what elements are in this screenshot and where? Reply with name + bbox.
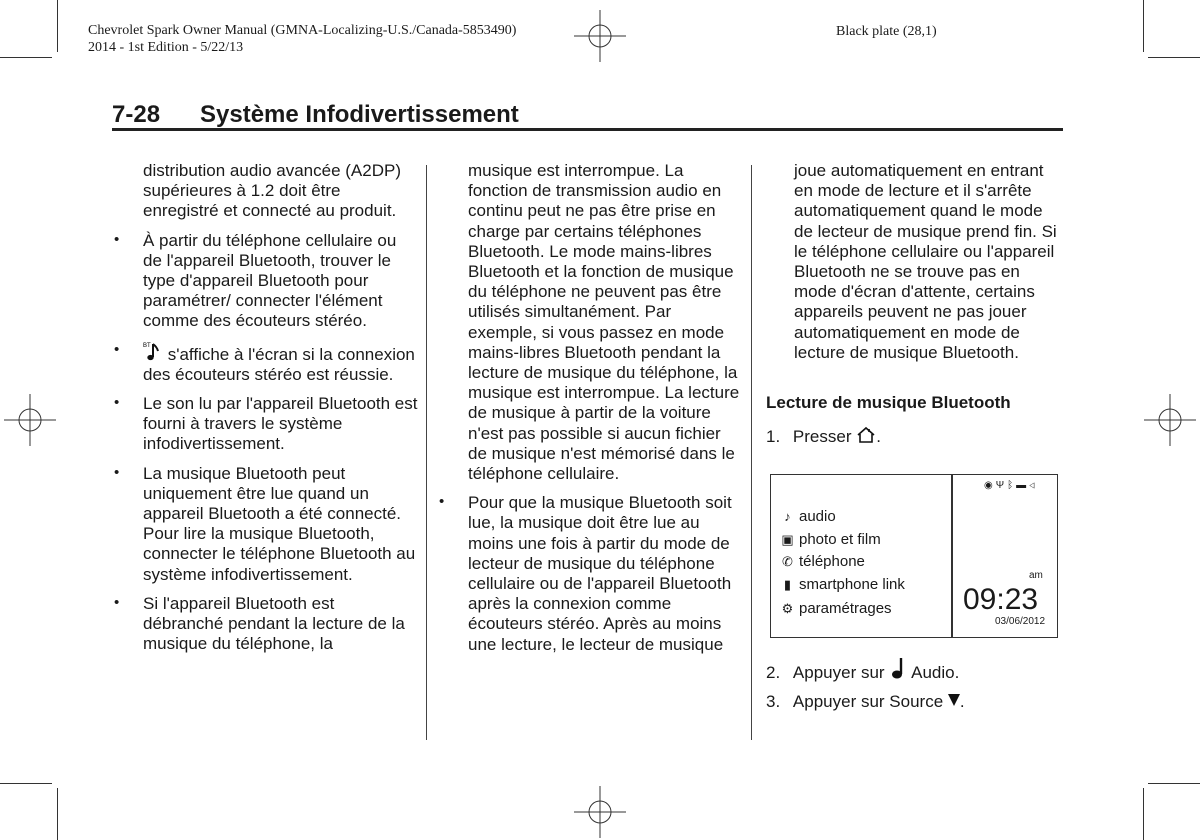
column-divider	[426, 165, 427, 740]
bullet-icon: •	[114, 463, 120, 481]
menu-item-photo-film: ▣ photo et film	[781, 531, 881, 548]
volume-icon: ◁	[1029, 480, 1039, 491]
crop-mark	[0, 783, 52, 784]
column-3	[794, 161, 1064, 363]
settings-gear-icon: ⚙	[781, 601, 794, 616]
step-2: 2. Appuyer sur Audio.	[766, 656, 959, 685]
step-3: 3. Appuyer sur Source .	[766, 692, 965, 711]
bluetooth-music-icon	[143, 341, 163, 363]
page-title: Système Infodivertissement	[200, 101, 519, 128]
signal-icon: ◉	[984, 480, 996, 491]
list-item	[114, 394, 418, 455]
registration-mark-icon	[574, 10, 626, 62]
paragraph: Le son lu par l'appareil Bluetooth est fourni à travers le système infodivertissement.	[143, 394, 418, 454]
list-item	[114, 463, 418, 585]
ampm-label: am	[1029, 570, 1043, 581]
section-subheading: Lecture de musique Bluetooth	[766, 393, 1011, 412]
list-item	[114, 230, 418, 332]
screen-divider	[951, 475, 953, 637]
bullet-icon: •	[114, 394, 120, 412]
crop-mark	[0, 57, 52, 58]
crop-mark	[1143, 0, 1144, 52]
menu-item-settings: ⚙ paramétrages	[781, 600, 892, 617]
list-item	[439, 493, 740, 655]
music-note-icon: ♪	[784, 509, 791, 524]
title-rule	[112, 128, 1063, 131]
page-number: 7-28	[112, 101, 161, 128]
paragraph: musique est interrompue. La fonction de transmission audio en continu peut ne pas être prise en charge par certains téléphones Bluetooth. Le mode mains-libres Bluetooth et la fonction de musique du téléphone ne peuvent pas être utilisés simultanément. Par exemple, si vous passez en mode mains-libres Bluetooth pendant la lecture de musique du téléphone, la musique est interrompue. La lecture de musique à partir de la voiture n'est pas possible si aucun fichier de musique n'est mémorisé dans le téléphone cellulaire.	[468, 161, 740, 484]
smartphone-icon: ▮	[783, 577, 792, 592]
menu-item-smartphone-link: ▮ smartphone link	[781, 576, 905, 593]
plate-label: Black plate (28,1)	[836, 24, 937, 39]
list-item	[114, 340, 418, 385]
crop-mark	[57, 0, 58, 52]
paragraph: Si l'appareil Bluetooth est débranché pendant la lecture de la musique du téléphone, la	[143, 593, 405, 654]
clock-date: 03/06/2012	[995, 616, 1046, 627]
status-icons	[984, 480, 1038, 491]
bluetooth-icon: ᛒ	[1007, 480, 1017, 491]
battery-icon: ▬	[1016, 480, 1030, 491]
infotainment-screen-figure	[770, 474, 1058, 638]
paragraph: s'affiche à l'écran si la connexion des écouteurs stéréo est réussie.	[143, 344, 415, 384]
column-divider	[751, 165, 752, 740]
clock-time: 09:23	[963, 583, 1039, 616]
phone-icon: ✆	[782, 554, 793, 569]
manual-title-line: Chevrolet Spark Owner Manual (GMNA-Localizing-U.S./Canada-5853490)	[88, 23, 517, 38]
bullet-icon: •	[114, 230, 120, 248]
column-2	[439, 161, 740, 655]
column-1	[114, 161, 418, 654]
crop-mark	[1148, 783, 1200, 784]
menu-item-audio: ♪ audio	[781, 508, 836, 525]
home-icon	[856, 426, 876, 449]
paragraph: Pour que la musique Bluetooth soit lue, la musique doit être lue au moins une fois à partir du mode de lecteur de musique du téléphone cellulaire ou de l'appareil Bluetooth après la connexion comme écouteurs stéréo. Après au moins une lecture, le lecteur de musique	[468, 493, 732, 654]
bullet-icon: •	[114, 593, 120, 611]
registration-mark-icon	[4, 394, 56, 446]
edition-line: 2014 - 1st Edition - 5/22/13	[88, 40, 244, 55]
bullet-icon: •	[439, 493, 445, 511]
crop-mark	[57, 788, 58, 840]
photo-film-icon: ▣	[781, 532, 794, 547]
list-item	[114, 593, 418, 655]
crop-mark	[1143, 788, 1144, 840]
antenna-icon: Ψ	[995, 480, 1008, 491]
registration-mark-icon	[1144, 394, 1196, 446]
music-note-icon	[889, 656, 907, 685]
step-1: 1. Presser .	[766, 426, 881, 449]
paragraph: La musique Bluetooth peut uniquement être lue quand un appareil Bluetooth a été connecté. Pour lire la musique Bluetooth, connecter le téléphone Bluetooth au système infodivertissement.	[143, 463, 416, 584]
registration-mark-icon	[574, 786, 626, 838]
triangle-down-icon	[948, 692, 960, 712]
svg-text:BT: BT	[143, 342, 151, 349]
print-header	[88, 22, 516, 56]
crop-mark	[1148, 57, 1200, 58]
paragraph: distribution audio avancée (A2DP) supérieures à 1.2 doit être enregistré et connecté au produit.	[143, 161, 401, 221]
menu-item-phone: ✆ téléphone	[782, 553, 865, 570]
paragraph: joue automatiquement en entrant en mode de lecture et il s'arrête automatiquement quand le mode de lecteur de musique prend fin. Si le téléphone cellulaire ou l'appareil Bluetooth ne se trouve pas en mode d'écran d'attente, certains appareils peuvent ne pas jouer automatiquement en mode de lecture de musique Bluetooth.	[794, 161, 1057, 362]
bullet-icon: •	[114, 340, 120, 358]
paragraph: À partir du téléphone cellulaire ou de l'appareil Bluetooth, trouver le type d'appareil Bluetooth pour paramétrer/ connecter l'élément comme des écouteurs stéréo.	[143, 230, 397, 331]
